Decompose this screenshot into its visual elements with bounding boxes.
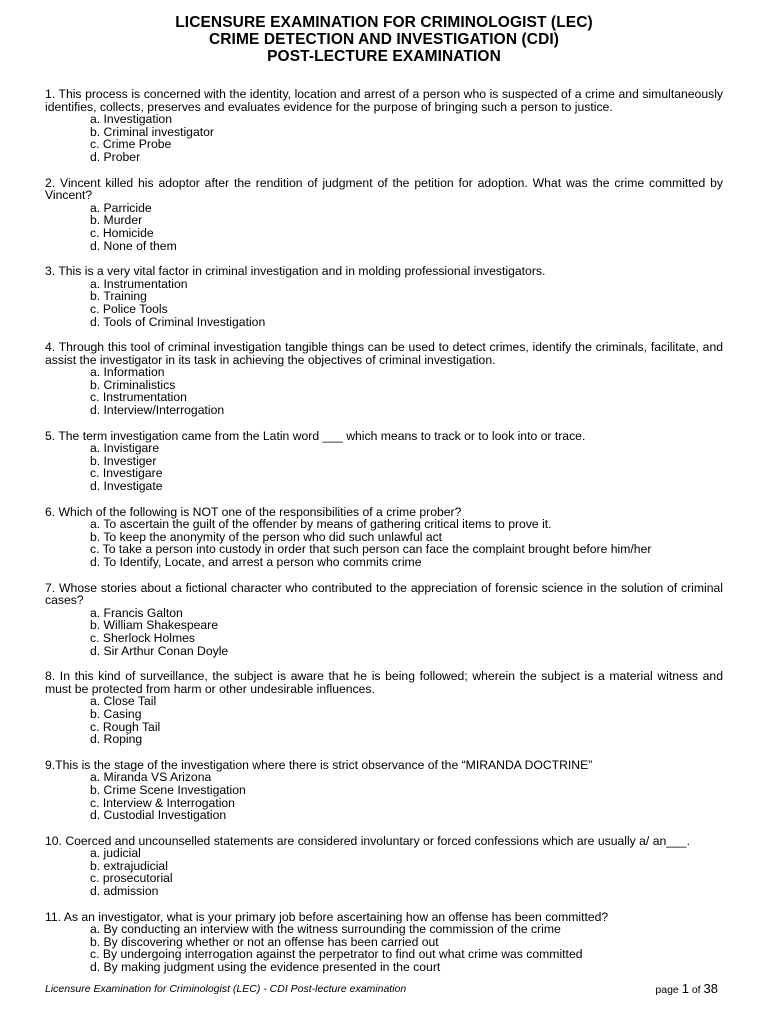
answer-option: a. Information bbox=[90, 365, 165, 380]
answer-option: a. By conducting an interview with the witness surrounding the commission of the crime bbox=[90, 922, 561, 937]
question-item bbox=[45, 177, 723, 253]
question-text: 1. This process is concerned with the identity, location and arrest of a person who is suspected of a crime and simultaneously identifies, collects, preserves and evaluates evidence for the purpose of bringing such a person to justice. bbox=[45, 87, 723, 114]
question-item bbox=[45, 835, 723, 898]
answer-option: d. By making judgment using the evidence presented in the court bbox=[90, 960, 441, 975]
footer-title: Licensure Examination for Criminologist (LEC) - CDI Post-lecture examination bbox=[45, 983, 407, 995]
answer-option: d. Investigate bbox=[90, 479, 163, 494]
question-item bbox=[45, 582, 723, 658]
total-page-count: 38 bbox=[703, 981, 718, 996]
answer-option: c. Interview & Interrogation bbox=[90, 795, 235, 810]
answer-option: d. Interview/Interrogation bbox=[90, 403, 225, 418]
question-item bbox=[45, 88, 723, 164]
answer-option: b. Criminalistics bbox=[90, 377, 176, 392]
answer-option: a. Close Tail bbox=[90, 694, 157, 709]
answer-option: d. None of them bbox=[90, 238, 177, 253]
answer-option: a. To ascertain the guilt of the offender by means of gathering critical items to prove it. bbox=[90, 517, 552, 532]
answer-option: a. Parricide bbox=[90, 200, 152, 215]
answer-options bbox=[45, 923, 723, 973]
answer-options bbox=[45, 771, 723, 821]
answer-option: c. prosecutorial bbox=[90, 871, 173, 886]
question-text: 10. Coerced and uncounselled statements are considered involuntary or forced confessions which are usually a/ an___. bbox=[45, 833, 690, 848]
answer-options bbox=[45, 366, 723, 416]
answer-option: a. judicial bbox=[90, 846, 141, 861]
question-text: 11. As an investigator, what is your primary job before ascertaining how an offense has been committed? bbox=[45, 909, 609, 924]
page-word: page bbox=[655, 984, 679, 996]
answer-option: c. Police Tools bbox=[90, 301, 168, 316]
answer-options bbox=[45, 202, 723, 252]
answer-option: a. Invistigare bbox=[90, 441, 160, 456]
answer-option: b. Investiger bbox=[90, 453, 157, 468]
answer-option: b. Murder bbox=[90, 213, 143, 228]
answer-option: d. Prober bbox=[90, 149, 141, 164]
header-title-line-2: CRIME DETECTION AND INVESTIGATION (CDI) bbox=[208, 31, 560, 48]
question-item bbox=[45, 759, 723, 822]
answer-options bbox=[45, 113, 723, 163]
answer-option: b. Criminal investigator bbox=[90, 124, 214, 139]
answer-options bbox=[45, 442, 723, 492]
answer-option: a. Francis Galton bbox=[90, 605, 183, 620]
page-indicator bbox=[655, 981, 718, 996]
answer-option: c. By undergoing interrogation against the perpetrator to find out what crime was committed bbox=[90, 947, 583, 962]
answer-option: b. To keep the anonymity of the person who did such unlawful act bbox=[90, 529, 443, 544]
question-item bbox=[45, 341, 723, 417]
answer-option: d. Roping bbox=[90, 732, 143, 747]
answer-options bbox=[45, 607, 723, 657]
answer-option: b. Casing bbox=[90, 706, 142, 721]
question-text: 3. This is a very vital factor in criminal investigation and in molding professional investigators. bbox=[45, 264, 546, 279]
question-text: 6. Which of the following is NOT one of the responsibilities of a crime prober? bbox=[45, 504, 462, 519]
answer-options bbox=[45, 847, 723, 897]
answer-option: d. admission bbox=[90, 884, 159, 899]
answer-option: d. Custodial Investigation bbox=[90, 808, 227, 823]
question-item bbox=[45, 265, 723, 328]
question-list bbox=[45, 88, 723, 987]
answer-option: b. extrajudicial bbox=[90, 858, 168, 873]
question-text: 4. Through this tool of criminal investigation tangible things can be used to detect crimes, identify the criminals, facilitate, and assist the investigator in its task in achieving the objectives of criminal investigation. bbox=[45, 340, 723, 367]
page-footer bbox=[45, 981, 718, 997]
answer-option: d. Sir Arthur Conan Doyle bbox=[90, 643, 229, 658]
question-item bbox=[45, 506, 723, 569]
answer-option: c. Sherlock Holmes bbox=[90, 630, 195, 645]
answer-option: a. Instrumentation bbox=[90, 276, 188, 291]
current-page-number: 1 bbox=[681, 981, 689, 996]
answer-option: c. Rough Tail bbox=[90, 719, 161, 734]
question-text: 9.This is the stage of the investigation where there is strict observance of the “MIRANDA DOCTRINE” bbox=[45, 757, 593, 772]
document-header bbox=[0, 14, 768, 65]
answer-option: a. Investigation bbox=[90, 112, 172, 127]
question-text: 5. The term investigation came from the Latin word ___ which means to track or to look into or trace. bbox=[45, 428, 586, 443]
question-item bbox=[45, 430, 723, 493]
question-text: 8. In this kind of surveillance, the subject is aware that he is being followed; wherein the subject is a material witness and must be protected from harm or other undesirable influences. bbox=[45, 669, 723, 696]
header-title-line-1: LICENSURE EXAMINATION FOR CRIMINOLOGIST (LEC) bbox=[175, 14, 593, 31]
answer-option: b. William Shakespeare bbox=[90, 618, 219, 633]
answer-option: d. To Identify, Locate, and arrest a person who commits crime bbox=[90, 555, 422, 569]
answer-option: c. Investigare bbox=[90, 466, 163, 481]
answer-option: b. Crime Scene Investigation bbox=[90, 782, 246, 797]
answer-options bbox=[45, 518, 723, 568]
answer-options bbox=[45, 278, 723, 328]
question-item bbox=[45, 670, 723, 746]
question-text: 7. Whose stories about a fictional character who contributed to the appreciation of forensic science in the solution of criminal cases? bbox=[45, 580, 723, 608]
answer-options bbox=[45, 695, 723, 745]
answer-option: b. By discovering whether or not an offense has been carried out bbox=[90, 934, 439, 949]
answer-option: b. Training bbox=[90, 289, 147, 304]
answer-option: d. Tools of Criminal Investigation bbox=[90, 314, 266, 329]
answer-option: c. Crime Probe bbox=[90, 137, 172, 152]
answer-option: c. Homicide bbox=[90, 225, 154, 240]
answer-option: c. To take a person into custody in order that such person can face the complaint brought before him/her bbox=[90, 542, 652, 557]
header-title-line-3: POST-LECTURE EXAMINATION bbox=[267, 48, 501, 65]
answer-option: a. Miranda VS Arizona bbox=[90, 770, 212, 785]
answer-option: c. Instrumentation bbox=[90, 390, 187, 405]
of-word: of bbox=[691, 984, 701, 996]
question-item bbox=[45, 911, 723, 974]
question-text: 2. Vincent killed his adoptor after the rendition of judgment of the petition for adoption. What was the crime committed by Vincent? bbox=[45, 175, 723, 203]
